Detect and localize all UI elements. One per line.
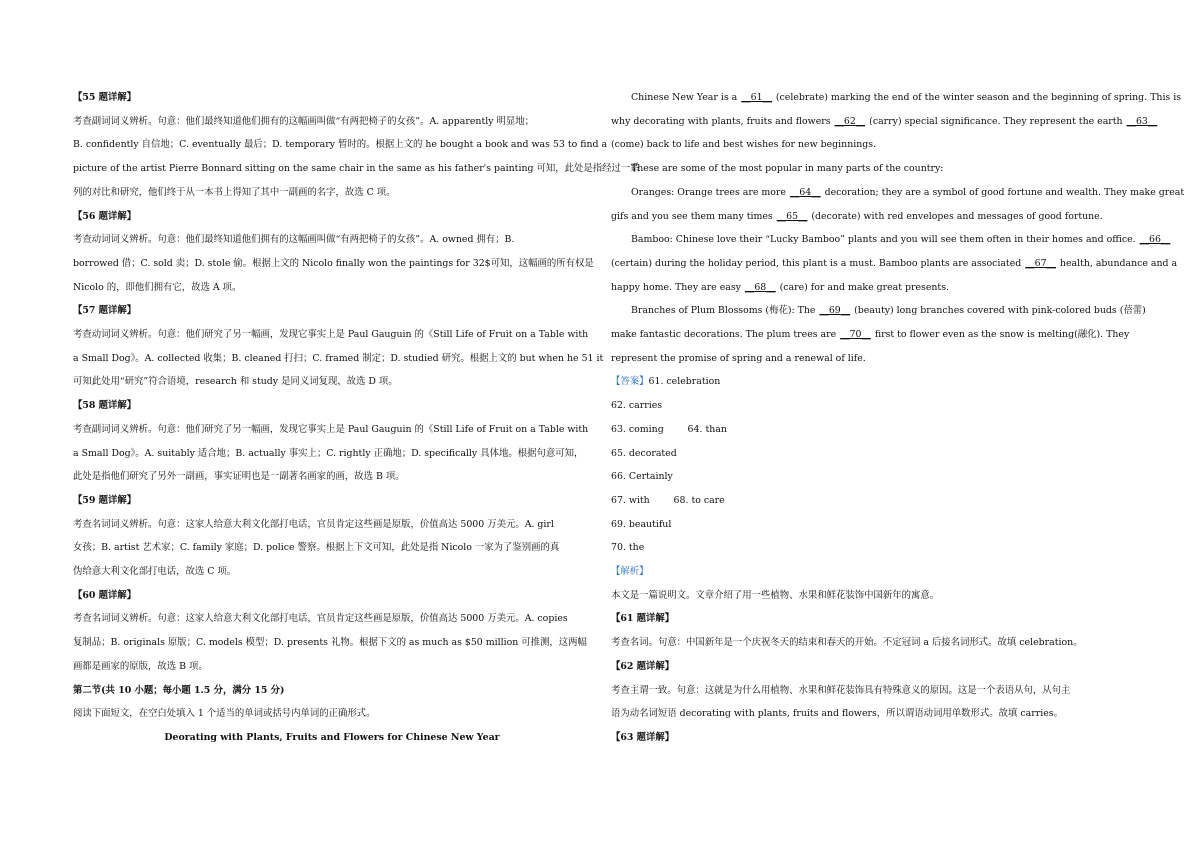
answer-line: 63. coming 64. than [611,423,727,435]
blank-63: __63__ [1126,115,1158,127]
section-heading: 第二节(共 10 小题；每小题 1.5 分，满分 15 分) [73,684,285,696]
passage-line: make fantastic decorations. The plum trees are __70__ first to flower even as the snow is melting(融化). They [611,329,1130,341]
q57-heading: 【57 题详解】 [73,305,137,317]
analysis-text: 本文是一篇说明文。文章介绍了用一些植物、水果和鲜花装饰中国新年的寓意。 [611,589,940,601]
passage-line: why decorating with plants, fruits and flowers __62__ (carry) special significance. They represent the earth __63__ [611,115,1158,127]
answer-line: 69. beautiful [611,518,672,530]
q56-line: Nicolo 的，即他们拥有它，故选 A 项。 [73,281,242,293]
passage-line: happy home. They are easy __68__ (care) for and make great presents. [611,281,949,293]
blank-62: __62__ [834,115,866,127]
q59-heading: 【59 题详解】 [73,494,137,506]
blank-61: __61__ [741,92,772,103]
answer-line: 70. the [611,542,645,554]
q58-heading: 【58 题详解】 [73,400,137,412]
passage-line: Bamboo: Chinese love their “Lucky Bamboo” plants and you will see them often in their homes and office. __66__ [631,234,1171,246]
q60-heading: 【60 题详解】 [73,589,137,601]
right-column [611,86,1185,750]
q63-heading: 【63 题详解】 [611,731,675,743]
q60-line: 画都是画家的原版，故选 B 项。 [73,660,208,672]
q62-line: 考查主谓一致。句意：这就是为什么用植物、水果和鲜花装饰具有特殊意义的原因。这是一个表语从句，从句主 [611,684,1071,696]
q59-line: 考查名词词义辨析。句意：这家人给意大利文化部打电话，官员肯定这些画是原版，价值高达 5000 万美元。A. girl [73,518,554,530]
answer-line: 66. Certainly [611,471,673,483]
answer-line: 【答案】61. celebration [611,376,721,388]
q61-heading: 【61 题详解】 [611,613,675,625]
q55-line: B. confidently 自信地；C. eventually 最后；D. temporary 暂时的。根据上文的 he bought a book and was 53 to find a [73,139,608,151]
answer-label: 【答案】 [611,376,649,388]
q58-line: 此处是指他们研究了另外一副画，事实证明也是一副著名画家的画，故选 B 项。 [73,471,405,483]
passage-line: Oranges: Orange trees are more __64__ decoration; they are a symbol of good fortune and wealth. They make great [631,186,1185,198]
blank-66: __66__ [1139,234,1171,246]
analysis-label: 【解析】 [611,566,649,578]
q56-line: borrowed 借；C. sold 卖；D. stole 偷。根据上文的 Nicolo finally won the paintings for 32$可知，这幅画的所有权是 [73,257,594,269]
q60-line: 考查名词词义辨析。句意：这家人给意大利文化部打电话，官员肯定这些画是原版，价值高达 5000 万美元。A. copies [73,613,568,625]
passage-line: These are some of the most popular in many parts of the country: [631,163,944,175]
blank-68: __68__ [744,281,776,293]
q57-line: a Small Dog》。A. collected 收集；B. cleaned 打扫；C. framed 制定；D. studied 研究。根据上文的 but when he 51 it [73,352,604,364]
q56-heading: 【56 题详解】 [73,210,137,222]
q55-line: picture of the artist Pierre Bonnard sitting on the same chair in the same as his father's painting 可知，此处是指经过一系 [73,163,640,175]
q55-line: 列的对比和研究，他们终于从一本书上得知了其中一副画的名字，故选 C 项。 [73,186,396,198]
passage-line: represent the promise of spring and a renewal of life. [611,352,866,364]
q61-line: 考查名词。句意：中国新年是一个庆祝冬天的结束和春天的开始。不定冠词 a 后接名词形式。故填 celebration。 [611,637,1083,649]
q58-line: a Small Dog》。A. suitably 适合地；B. actually 事实上；C. rightly 正确地；D. specifically 具体地。根据句意可知， [73,447,584,459]
q59-line: 女孩；B. artist 艺术家；C. family 家庭；D. police 警察。根据上下文可知，此处是指 Nicolo 一家为了鉴别画的真 [73,542,560,554]
passage-line: (come) back to life and best wishes for new beginnings. [611,139,877,151]
passage-title: Deorating with Plants, Fruits and Flowers for Chinese New Year [164,731,500,743]
passage-line: Chinese New Year is a __61__ (celebrate) marking the end of the winter season and the beginning of spring. This is [631,92,1182,103]
passage-line: (certain) during the holiday period, this plant is a must. Bamboo plants are associated __67__ health, abundance and a [611,257,1178,269]
blank-64: __64__ [789,186,821,198]
q60-line: 复制品；B. originals 原版；C. models 模型；D. presents 礼物。根据下文的 as much as $50 million 可推测，这两幅 [73,637,587,649]
q55-heading: 【55 题详解】 [73,92,137,103]
blank-69: __69__ [819,305,851,317]
q58-line: 考查副词词义辨析。句意：他们研究了另一幅画，发现它事实上是 Paul Gauguin 的《Still Life of Fruit on a Table with [73,423,589,435]
answer-line: 67. with 68. to care [611,494,725,506]
answer-line: 62. carries [611,400,663,412]
q59-line: 伪给意大利文化部打电话，故选 C 项。 [73,566,237,578]
instruction: 阅读下面短文，在空白处填入 1 个适当的单词或括号内单词的正确形式。 [73,708,376,720]
blank-70: __70__ [840,329,871,341]
blank-67: __67__ [1025,257,1056,269]
q62-heading: 【62 题详解】 [611,660,675,672]
q62-line: 语为动名词短语 decorating with plants, fruits and flowers，所以谓语动词用单数形式。故填 carries。 [611,708,1063,720]
passage-line: Branches of Plum Blossoms (梅花): The __69__ (beauty) long branches covered with pink-colored buds (蓓蕾) [631,305,1146,317]
q57-line: 可知此处用“研究”符合语境，research 和 study 是同义词复现，故选 D 项。 [73,376,398,388]
blank-65: __65__ [776,210,808,222]
q56-line: 考查动词词义辨析。句意：他们最终知道他们拥有的这幅画叫做“有两把椅子的女孩”。A. owned 拥有；B. [73,234,515,246]
passage-line: gifs and you see them many times __65__ (decorate) with red envelopes and messages of good fortune. [611,210,1103,222]
q57-line: 考查动词词义辨析。句意：他们研究了另一幅画，发现它事实上是 Paul Gauguin 的《Still Life of Fruit on a Table with [73,329,589,341]
answer-line: 65. decorated [611,447,677,459]
q55-line: 考查副词词义辨析。句意：他们最终知道他们拥有的这幅画叫做“有两把椅子的女孩”。A. apparently 明显地； [73,115,534,127]
